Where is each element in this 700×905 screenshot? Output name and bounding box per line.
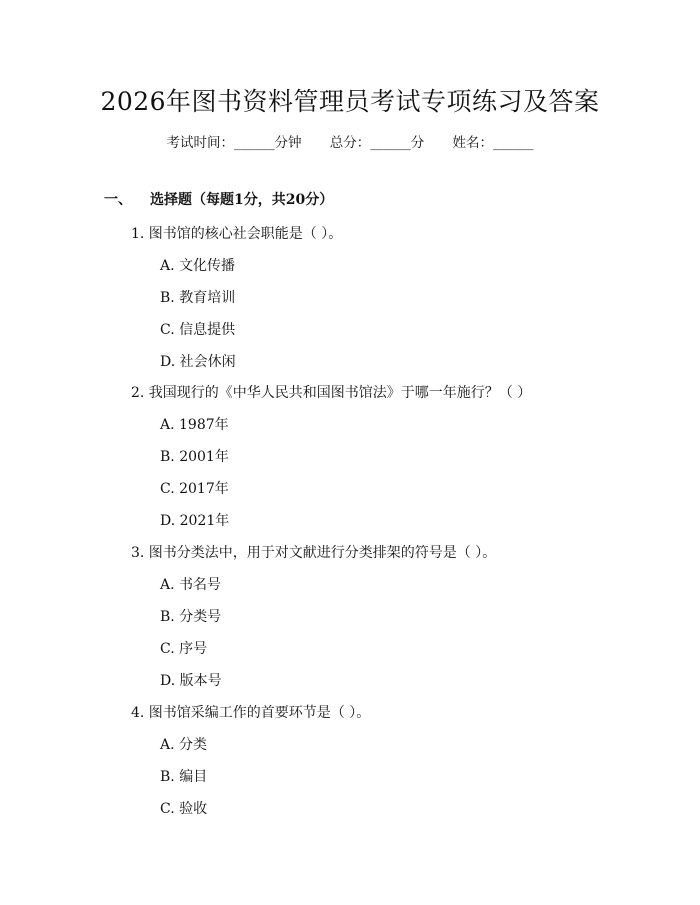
- question-2: 2. 我国现行的《中华人民共和国图书馆法》于哪一年施行？（ ）: [131, 385, 532, 401]
- question-2-option-b: B. 2001年: [160, 449, 229, 465]
- question-3-option-d: D. 版本号: [160, 673, 222, 689]
- name-field: 姓名：______: [452, 135, 534, 151]
- question-2-option-c: C. 2017年: [160, 481, 229, 497]
- total-score-field: 总分：______分: [329, 135, 425, 151]
- section-heading: [104, 189, 333, 209]
- exam-meta: [0, 131, 700, 151]
- question-1: 1. 图书馆的核心社会职能是（ ）。: [131, 226, 343, 242]
- question-3: 3. 图书分类法中，用于对文献进行分类排架的符号是（ ）。: [131, 545, 497, 561]
- question-3-option-b: B. 分类号: [160, 609, 222, 625]
- page-title: 2026年图书资料管理员考试专项练习及答案: [100, 87, 600, 116]
- question-4: 4. 图书馆采编工作的首要环节是（ ）。: [131, 705, 371, 721]
- section-number: 一、: [104, 192, 132, 208]
- question-1-option-c: C. 信息提供: [160, 322, 236, 338]
- question-1-option-a: A. 文化传播: [160, 258, 236, 274]
- question-4-option-b: B. 编目: [160, 769, 208, 785]
- question-3-option-a: A. 书名号: [160, 577, 222, 593]
- question-4-option-c: C. 验收: [160, 801, 208, 817]
- question-2-option-a: A. 1987年: [160, 417, 229, 433]
- question-4-option-a: A. 分类: [160, 737, 208, 753]
- section-label: 选择题（每题1分，共20分）: [150, 192, 334, 208]
- question-1-option-b: B. 教育培训: [160, 290, 236, 306]
- question-3-option-c: C. 序号: [160, 641, 208, 657]
- question-1-option-d: D. 社会休闲: [160, 354, 236, 370]
- question-2-option-d: D. 2021年: [160, 513, 230, 529]
- exam-time-field: 考试时间：______分钟: [166, 135, 302, 151]
